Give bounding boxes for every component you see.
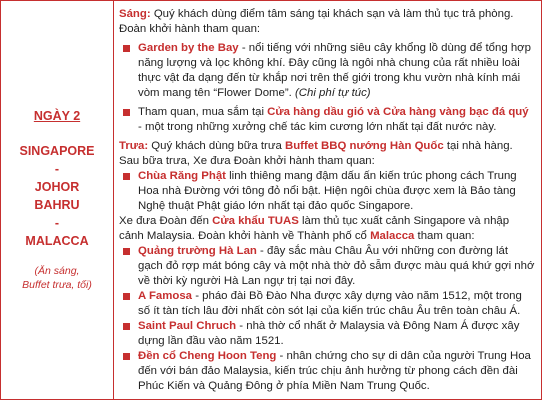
lunch-label: Trưa: [119,139,149,152]
cheng-hoon-teng-text: - nhân chứng cho sự di dân của người Trung Hoa đến với bán đảo Malaysia, kiến trúc chịu ảnh hưởng từ phong cách đền đài Phúc Kiến và Quảng Đông ở phía Miền Nam Trung Quốc. [138,349,531,392]
location-johor-line2: BAHRU [34,197,80,212]
shopping-text: - một trong những xưởng chế tác kim cương lớn nhất tại đất nước này. [138,120,497,133]
border-city: Malacca [370,229,415,242]
schedule-cell [114,1,542,400]
a-famosa-name: A Famosa [138,289,193,302]
lunch-prefix: Quý khách dùng bữa trưa [148,139,285,152]
lunch-text: tại nhà hàng. Sau bữa trưa, Xe đưa Đoàn khởi hành tham quan: [119,139,513,167]
day-row [1,1,542,400]
border-middle: làm thủ tục xuất cảnh Singapore và nhập cảnh Malaysia. Đoàn khởi hành về Thành phố cổ [119,214,510,242]
dutch-square-name: Quảng trường Hà Lan [138,244,257,257]
lunch-paragraph [119,139,535,169]
location-separator: - [54,215,60,230]
list-item-shopping [119,105,535,135]
location-johor-line1: JOHOR [34,179,80,194]
list-item-saint-paul [119,319,535,349]
dutch-square-text: - đây sắc màu Châu Âu với những con đường lát gạch đỏ rợp mát bóng cây và một nhà thờ đỏ sẫm được màu quá khứ gợi nhớ về thời kỳ người Hà Lan ngự trị tại nơi đây. [138,244,535,287]
list-item-a-famosa [119,289,535,319]
gardens-note: (Chi phí tự túc) [294,86,371,99]
list-item-temple [119,169,535,214]
meals-line2: Buffet trưa, tối) [22,278,92,291]
red-square-bullet-icon [123,353,130,360]
gardens-name: Garden by the Bay [138,41,239,54]
border-name: Cửa khẩu TUAS [212,214,299,227]
meals-line1: (Ăn sáng, [34,264,80,277]
red-square-bullet-icon [123,173,130,180]
list-item-dutch-square [119,244,535,289]
red-square-bullet-icon [123,45,130,52]
morning-label: Sáng: [119,7,151,20]
day-cell [1,1,114,400]
lunch-name: Buffet BBQ nướng Hàn Quốc [284,139,444,152]
morning-paragraph [119,7,535,37]
list-item-gardens [119,41,535,101]
border-end: tham quan: [414,229,475,242]
meals-note [5,264,109,292]
temple-name: Chùa Răng Phật [138,169,226,182]
red-square-bullet-icon [123,248,130,255]
border-prefix: Xe đưa Đoàn đến [119,214,213,227]
red-square-bullet-icon [123,109,130,116]
location-singapore: SINGAPORE [19,143,95,158]
a-famosa-text: - pháo đài Bồ Đào Nha được xây dựng vào năm 1512, một trong số ít tàn tích lâu đời nhất còn sót lại của kiến trúc châu Âu trên toàn châu Á. [138,289,522,317]
cheng-hoon-teng-name: Đền cổ Cheng Hoon Teng [138,349,277,362]
list-item-cheng-hoon-teng [119,349,535,394]
red-square-bullet-icon [123,323,130,330]
saint-paul-name: Saint Paul Chruch [138,319,237,332]
gardens-text: - nổi tiếng với những siêu cây khổng lồ dùng để tổng hợp năng lượng và lọc không khí. Đây cũng là ngôi nhà chung của rất nhiều loài thực vật đa dạng đến từ khắp nơi trên thế giới trong khu vườn nhà kính mái vòm mang tên “Flower Dome”. [138,41,531,99]
morning-text: Quý khách dùng điểm tâm sáng tại khách sạn và làm thủ tục trả phòng. Đoàn khởi hành tham quan: [119,7,514,35]
shopping-prefix: Tham quan, mua sắm tại [138,105,268,118]
day-title: NGÀY 2 [33,108,81,123]
shopping-name: Cửa hàng dầu gió và Cửa hàng vàng bạc đá quý [267,105,529,118]
saint-paul-text: - nhà thờ cổ nhất ở Malaysia và Đông Nam Á được xây dựng lần đầu vào năm 1521. [138,319,520,347]
temple-text: linh thiêng mang đậm dấu ấn kiến trúc phong cách Trung Hoa nhà Đường với tông đỏ nổi bật. Hiện ngôi chùa được xem là Bảo tàng Nghệ thuật Phật giáo lớn nhất tại đảo quốc Singapore. [138,169,517,212]
location-malacca: MALACCA [25,233,89,248]
location-separator: - [54,161,60,176]
border-paragraph [119,214,535,244]
red-square-bullet-icon [123,293,130,300]
